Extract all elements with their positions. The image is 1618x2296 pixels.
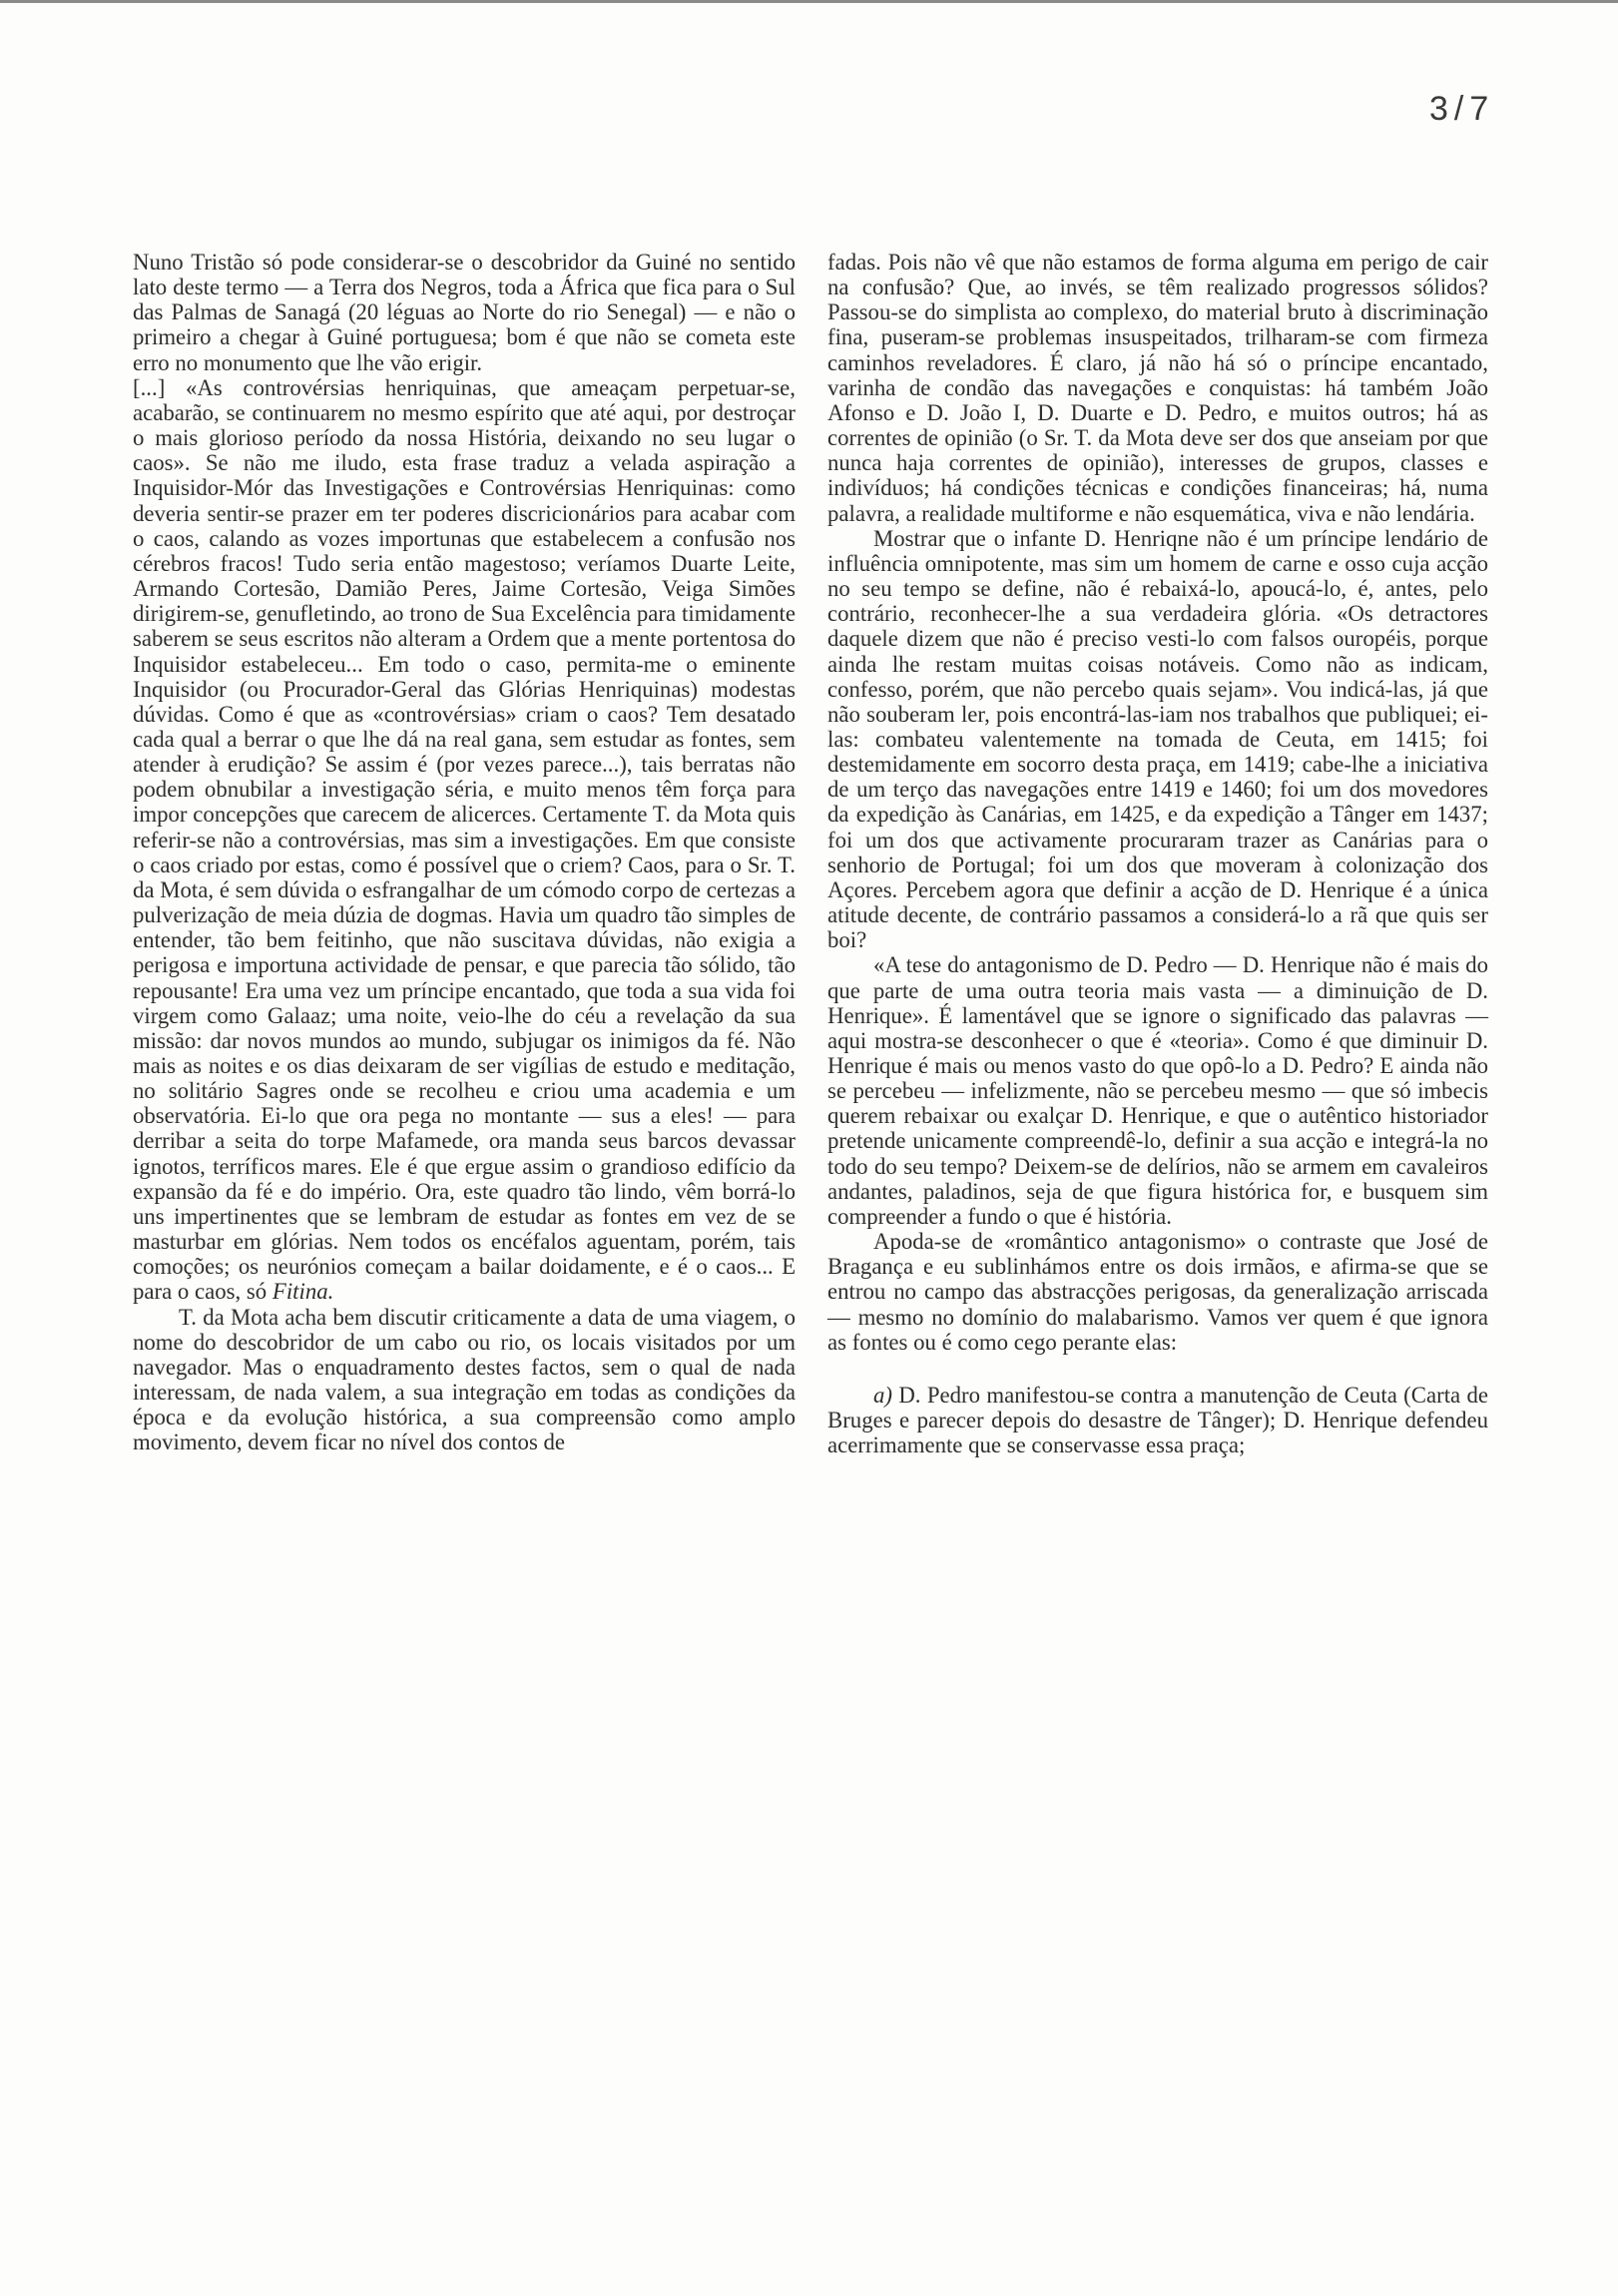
scan-top-edge — [0, 0, 1618, 3]
paragraph: «A tese do antagonismo de D. Pedro — D. Henrique não é mais do que parte de uma outra teoria mais vasta — a diminuição de D. Henrique». É lamentável que se ignore o significado das palavras — aqui mostra-se desconhecer o que é «teoria». Como é que diminuir D. Henrique é mais ou menos vasto do que opô-lo a D. Pedro? E ainda não se percebeu — infelizmente, não se percebeu mesmo — que só imbecis querem rebaixar ou exalçar D. Henrique, e que o autêntico historiador pretende unicamente compreendê-lo, definir a sua acção e integrá-la no todo do seu tempo? Deixem-se de delírios, não se armem em cavaleiros andantes, paladinos, seja de que figura histórica for, e busquem sim compreender a fundo o que é história. — [827, 952, 1488, 1229]
paragraph: Mostrar que o infante D. Henriqne não é um príncipe lendário de influência omnipotente, mas sim um homem de carne e osso cuja acção no seu tempo se define, não é rebaixá-lo, apoucá-lo, é, antes, pelo contrário, reconhecer-lhe a sua verdadeira glória. «Os detractores daquele dizem que não é preciso vesti-lo com falsos ouropéis, porque ainda lhe restam muitas coisas notáveis. Como não as indicam, confesso, porém, que não percebo quais sejam». Vou indicá-las, já que não souberam ler, pois encontrá-las-iam nos trabalhos que publiquei; ei-las: combateu valentemente na tomada de Ceuta, em 1415; foi destemidamente em socorro desta praça, em 1419; cabe-lhe a iniciativa de um terço das navegações entre 1419 e 1460; foi um dos movedores da expedição às Canárias, em 1425, e da expedição a Tânger em 1437; foi um dos que activamente procuraram trazer as Canárias para o senhorio de Portugal; foi um dos que moveram à colonização dos Açores. Percebem agora que definir a acção de D. Henrique é a única atitude decente, de contrário passamos a considerá-lo a rã que quis ser boi? — [827, 525, 1488, 953]
left-column — [133, 250, 796, 1455]
list-item: a) D. Pedro manifestou-se contra a manutenção de Ceuta (Carta de Bruges e parecer depois do desastre de Tânger); D. Henrique defendeu acerrimamente que se conservasse essa praça; — [827, 1382, 1488, 1458]
right-column — [827, 250, 1488, 1457]
paragraph: T. da Mota acha bem discutir criticamente a data de uma viagem, o nome do descobridor de um cabo ou rio, os locais visitados por um navegador. Mas o enquadramento destes factos, sem o qual de nada interessam, de nada valem, a sua integração em todas as condições da época e da evolução histórica, a sua compreensão como amplo movimento, devem ficar no nível dos contos de — [133, 1304, 796, 1455]
paragraph: [...] «As controvérsias henriquinas, que ameaçam perpetuar-se, acabarão, se continuarem no mesmo espírito que até aqui, por destroçar o mais glorioso período da nossa História, deixando no seu lugar o caos». Se não me iludo, esta frase traduz a velada aspiração a Inquisidor-Mór das Investigações e Controvérsias Henriquinas: como deveria sentir-se prazer em ter poderes discricionários para acabar com o caos, calando as vozes importunas que estabelecem a confusão nos cérebros fracos! Tudo seria então magestoso; veríamos Duarte Leite, Armando Cortesão, Damião Peres, Jaime Cortesão, Veiga Simões dirigirem-se, genufletindo, ao trono de Sua Excelência para timidamente saberem se seus escritos não alteram a Ordem que a mente portentosa do Inquisidor estabeleceu... Em todo o caso, permita-me o eminente Inquisidor (ou Procurador-Geral das Glórias Henriquinas) modestas dúvidas. Como é que as «controvérsias» criam o caos? Tem desatado cada qual a berrar o que lhe dá na real gana, sem estudar as fontes, sem atender à erudição? Se assim é (por vezes parece...), tais berratas não podem obnubilar a investigação séria, e muito menos têm força para impor concepções que carecem de alicerces. Certamente T. da Mota quis referir-se não a controvérsias, mas sim a investigações. Em que consiste o caos criado por estas, como é possível que o criem? Caos, para o Sr. T. da Mota, é sem dúvida o esfrangalhar de um cómodo corpo de certezas a pulverização de meia dúzia de dogmas. Havia um quadro tão simples de entender, tão bem feitinho, que não suscitava dúvidas, não exigia a perigosa e importuna actividade de pensar, e que parecia tão sólido, tão repousante! Era uma vez um príncipe encantado, que toda a sua vida foi virgem como Galaaz; uma noite, veio-lhe do céu a revelação da sua missão: dar novos mundos ao mundo, subjugar os inimigos da fé. Não mais as noites e os dias deixaram de ser vigílias de estudo e meditação, no solitário Sagres onde se recolheu e criou uma academia e um observatória. Ei-lo que ora pega no montante — sus a eles! — para derribar a seita do torpe Mafamede, ora manda seus barcos devassar ignotos, terríficos mares. Ele é que ergue assim o grandioso edifício da expansão da fé e do império. Ora, este quadro tão lindo, vêm borrá-lo uns impertinentes que se lembram de estudar as fontes em vez de se masturbar em glórias. Nem todos os encéfalos aguentam, porém, tais comoções; os neurónios começam a bailar doidamente, e é o caos... E para o caos, só Fitina. — [133, 374, 796, 1305]
page-number: 3/7 — [1429, 90, 1495, 128]
paragraph: fadas. Pois não vê que não estamos de forma alguma em perigo de cair na confusão? Que, ao invés, se têm realizado progressos sólidos? Passou-se do simplista ao complexo, do material bruto à discriminação fina, puseram-se problemas insuspeitados, trilharam-se com firmeza caminhos reveladores. É claro, já não há só o príncipe encantado, varinha de condão das navegações e conquistas: há também João Afonso e D. João I, D. Duarte e D. Pedro, e muitos outros; há as correntes de opinião (o Sr. T. da Mota deve ser dos que anseiam por que nunca haja correntes de opinião), interesses de grupos, classes e indivíduos; há condições técnicas e condições financeiras; há, numa palavra, a realidade multiforme e não esquemática, viva e não lendária. — [827, 250, 1488, 526]
paragraph: Apoda-se de «romântico antagonismo» o contraste que José de Bragança e eu sublinhámos entre os dois irmãos, e afirma-se que se entrou no campo das abstracções perigosas, da generalização arriscada — mesmo no domínio do malabarismo. Vamos ver quem é que ignora as fontes ou é como cego perante elas: — [827, 1229, 1488, 1355]
paragraph: Nuno Tristão só pode considerar-se o descobridor da Guiné no sentido lato deste termo — a Terra dos Negros, toda a África que fica para o Sul das Palmas de Sanagá (20 léguas ao Norte do rio Senegal) — e não o primeiro a chegar à Guiné portuguesa; bom é que não se cometa este erro no monumento que lhe vão erigir. — [133, 250, 796, 375]
